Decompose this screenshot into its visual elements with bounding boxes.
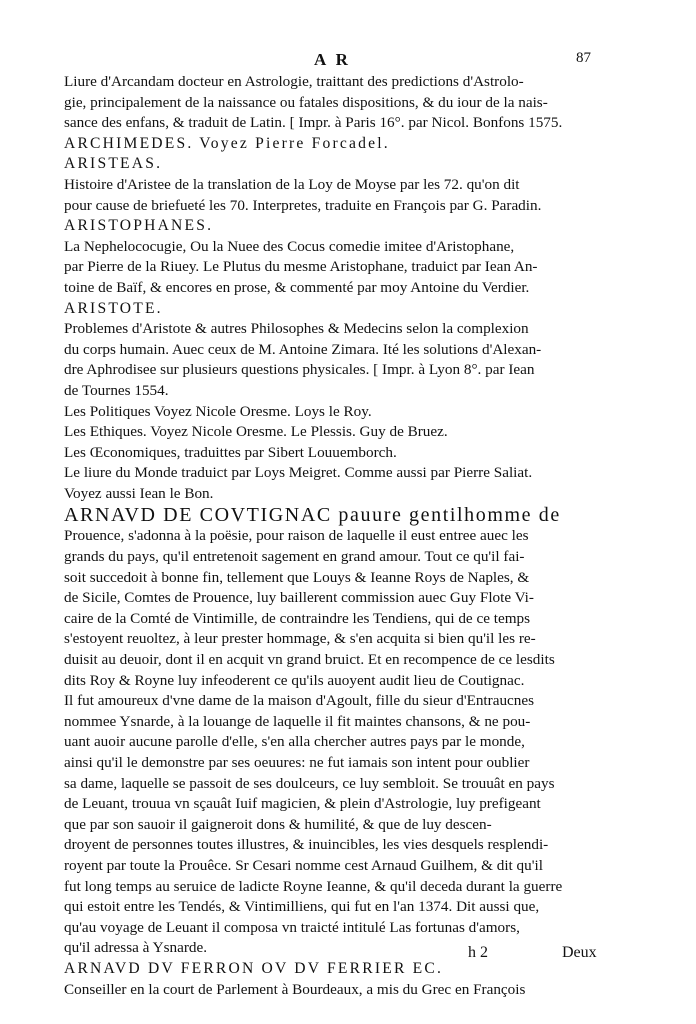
text-line: Histoire d'Aristee de la translation de la Loy de Moyse par les 72. qu'on dit — [64, 175, 520, 193]
text-line: Problemes d'Aristote & autres Philosophes & Medecins selon la complexion — [64, 320, 529, 338]
text-line: par Pierre de la Riuey. Le Plutus du mesme Aristophane, traduict par Iean An- — [64, 258, 538, 276]
page-header — [0, 50, 696, 74]
text-line: nommee Ysnarde, à la louange de laquelle il fit maintes chansons, & ne pou- — [64, 712, 531, 730]
text-line: sance des enfans, & traduit de Latin. [ Impr. à Paris 16°. par Nicol. Bonfons 1575. — [64, 114, 563, 132]
text-line: soit succedoit à bonne fin, tellement que Louys & Ieanne Roys de Naples, & — [64, 568, 530, 586]
text-line: du corps humain. Auec ceux de M. Antoine Zimara. Ité les solutions d'Alexan- — [64, 340, 542, 358]
text-line: Conseiller en la court de Parlement à Bourdeaux, a mis du Grec en François — [64, 980, 526, 998]
catchword: Deux — [562, 944, 597, 961]
text-line: de Tournes 1554. — [64, 381, 169, 399]
text-line: qui estoit entre les Tendés, & Vintimilliens, qui fut en l'an 1374. Dit aussi que, — [64, 898, 540, 916]
text-line: droyent de personnes toutes illustres, & inuincibles, les vies desquels resplendi- — [64, 836, 549, 854]
text-line: fut long temps au seruice de ladicte Royne Ieanne, & qu'il deceda durant la guerre — [64, 877, 563, 895]
page-footer — [0, 944, 696, 966]
entry-heading: ARISTOPHANES. — [64, 217, 214, 235]
entry-heading: ARCHIMEDES. Voyez Pierre Forcadel. — [64, 134, 390, 152]
text-line: qu'il adressa à Ysnarde. — [64, 939, 208, 957]
text-line: Les Œconomiques, traduittes par Sibert Louuemborch. — [64, 443, 397, 461]
text-line: de Leuant, trouua vn sçauât Iuif magicien, & plein d'Astrologie, luy prefigeant — [64, 795, 541, 813]
text-line: s'estoyent reuoltez, à leur prester hommage, & s'en acquita si bien qu'il les re- — [64, 630, 536, 648]
text-line: dits Roy & Royne luy infeoderent ce qu'ils auoyent audit lieu de Coutignac. — [64, 671, 525, 689]
body-text — [64, 72, 612, 1000]
text-line: dre Aphrodisee sur plusieurs questions physicales. [ Impr. à Lyon 8°. par Iean — [64, 361, 535, 379]
text-line: La Nephelococugie, Ou la Nuee des Cocus comedie imitee d'Aristophane, — [64, 237, 515, 255]
text-line: grands du pays, qu'il entretenoit sagement en grand amour. Tout ce qu'il fai- — [64, 548, 525, 566]
entry-heading: ARNAVD DV FERRON OV DV FERRIER EC. — [64, 959, 444, 977]
page-number: 87 — [576, 50, 591, 66]
text-line: Les Ethiques. Voyez Nicole Oresme. Le Plessis. Guy de Bruez. — [64, 423, 448, 441]
text-line: Il fut amoureux d'vne dame de la maison d'Agoult, fille du sieur d'Entraucnes — [64, 692, 535, 710]
text-line: caire de la Comté de Vintimille, de contraindre les Tendiens, qui de ce temps — [64, 609, 531, 627]
signature-mark: h 2 — [468, 944, 488, 961]
text-line: Voyez aussi Iean le Bon. — [64, 484, 214, 502]
text-line: que par son sauoir il gaigneroit dons & humilité, & que de luy descen- — [64, 815, 492, 833]
entry-heading: ARISTEAS. — [64, 155, 163, 173]
text-line: qu'au voyage de Leuant il composa vn traicté intitulé Las fortunas d'amors, — [64, 918, 520, 936]
text-line: gie, principalement de la naissance ou fatales dispositions, & du iour de la nais- — [64, 93, 548, 111]
text-line: uant auoir aucune parolle d'elle, s'en alla chercher autres pays par le monde, — [64, 733, 525, 751]
text-line: Les Politiques Voyez Nicole Oresme. Loys le Roy. — [64, 402, 372, 420]
text-line: ainsi qu'il le demonstre par ses oeuures: ne fut iamais son intent pour oublier — [64, 754, 530, 771]
text-line: royent par toute la Prouêce. Sr Cesari nomme cest Arnaud Guilhem, & dit qu'il — [64, 856, 543, 874]
text-line: de Sicile, Comtes de Prouence, luy baillerent commission auec Guy Flote Vi- — [64, 589, 534, 607]
text-line: sa dame, laquelle se passoit de ses doulceurs, ce luy sembloit. Se trouuât en pays — [64, 774, 555, 792]
text-line: duisit au deuoir, dont il en acquit vn grand bruict. Et en recompence de ce lesdits — [64, 651, 555, 669]
text-line: toine de Baïf, & encores en prose, & commenté par moy Antoine du Verdier. — [64, 278, 530, 296]
running-head: A R — [314, 50, 351, 69]
text-line: Le liure du Monde traduict par Loys Meigret. Comme aussi par Pierre Saliat. — [64, 464, 533, 482]
text-line: Prouence, s'adonna à la poësie, pour raison de laquelle il eust entree auec les — [64, 527, 529, 545]
entry-heading: ARNAVD DE COVTIGNAC pauure gentilhomme de — [64, 504, 561, 527]
text-line: Liure d'Arcandam docteur en Astrologie, traittant des predictions d'Astrolo- — [64, 73, 524, 90]
text-line: pour cause de briefueté les 70. Interpretes, traduite en François par G. Paradin. — [64, 196, 542, 214]
entry-heading: ARISTOTE. — [64, 299, 163, 317]
